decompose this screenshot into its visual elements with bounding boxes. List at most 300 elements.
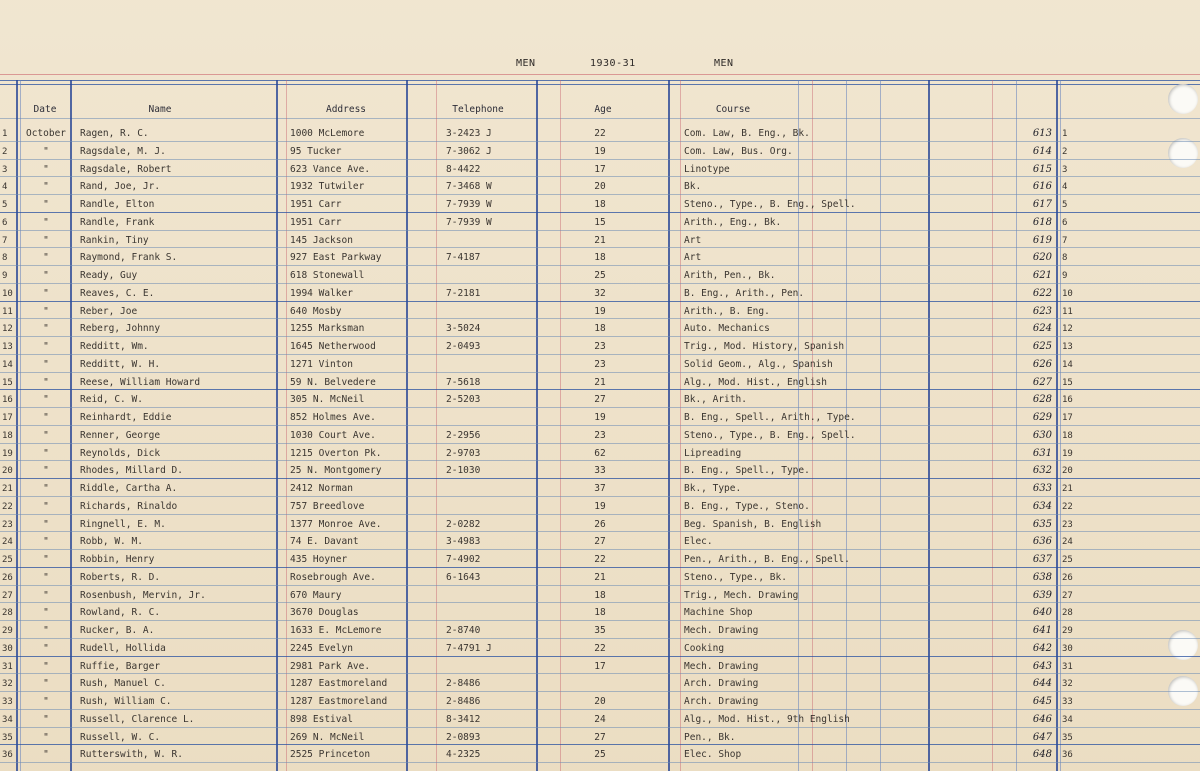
row-course: Steno., Type., B. Eng., Spell. [684, 429, 856, 441]
row-telephone: 8-4422 [446, 163, 481, 175]
row-age: 17 [594, 163, 606, 175]
row-number: 29 [2, 626, 13, 636]
row-reference: 616 [1032, 181, 1052, 193]
row-right-number: 23 [1062, 519, 1073, 530]
row-name: Rush, Manuel C. [80, 678, 166, 690]
row-age: 20 [594, 181, 606, 193]
row-address: 59 N. Belvedere [290, 376, 376, 388]
row-right-number: 8 [1062, 253, 1068, 264]
row-course: Beg. Spanish, B. English [684, 518, 822, 530]
row-right-number: 32 [1062, 679, 1073, 690]
row-address: 1287 Eastmoreland [290, 696, 388, 707]
row-age: 24 [594, 713, 606, 725]
row-right-number: 24 [1062, 537, 1073, 548]
row-reference: 640 [1032, 607, 1052, 619]
row-number: 31 [2, 661, 13, 672]
row-telephone: 2-1030 [446, 465, 481, 477]
column-date: Date [33, 104, 57, 115]
row-date: " [43, 483, 49, 494]
row-age: 19 [594, 145, 606, 157]
row-name: Russell, Clarence L. [80, 713, 195, 725]
row-number: 23 [2, 519, 13, 530]
row-date: " [43, 429, 49, 441]
row-reference: 638 [1032, 571, 1052, 583]
row-date: " [43, 678, 49, 690]
row-date: " [43, 305, 49, 317]
row-address: 1951 Carr [290, 216, 342, 228]
table-row [0, 124, 1200, 142]
row-name: Reberg, Johnny [80, 323, 161, 335]
row-right-number: 5 [1062, 200, 1068, 210]
row-number: 11 [2, 306, 13, 317]
row-reference: 615 [1032, 163, 1052, 175]
row-date: " [43, 625, 49, 636]
table-row [0, 319, 1200, 337]
row-right-number: 6 [1062, 217, 1068, 228]
row-address: 305 N. McNeil [290, 394, 365, 406]
row-right-number: 11 [1062, 306, 1073, 317]
row-name: Riddle, Cartha A. [80, 483, 178, 494]
row-address: 2525 Princeton [290, 749, 371, 761]
row-reference: 619 [1032, 234, 1052, 246]
row-name: Rucker, B. A. [80, 625, 155, 636]
row-date: " [43, 376, 49, 388]
row-address: 25 N. Montgomery [290, 465, 382, 477]
row-right-number: 21 [1062, 484, 1073, 494]
row-name: Redditt, Wm. [80, 341, 149, 352]
row-name: Rosenbush, Mervin, Jr. [80, 589, 206, 601]
row-address: 95 Tucker [290, 145, 342, 157]
table-row [0, 231, 1200, 249]
row-course: Linotype [684, 163, 730, 175]
row-telephone: 2-0893 [446, 731, 481, 743]
row-reference: 645 [1032, 696, 1052, 707]
row-course: Bk., Arith. [684, 394, 747, 406]
row-date: " [43, 536, 49, 548]
row-course: B. Eng., Spell., Type. [684, 465, 810, 477]
table-row [0, 302, 1200, 320]
row-telephone: 7-4187 [446, 252, 481, 264]
row-age: 22 [594, 642, 606, 654]
row-number: 30 [2, 643, 13, 654]
row-number: 34 [2, 714, 13, 725]
row-address: 1287 Eastmoreland [290, 678, 388, 690]
row-date: " [43, 412, 49, 423]
row-name: Rowland, R. C. [80, 607, 161, 619]
row-date: " [43, 607, 49, 619]
row-reference: 621 [1032, 270, 1052, 281]
row-name: Ragsdale, M. J. [80, 145, 166, 157]
row-address: 1951 Carr [290, 199, 342, 210]
row-right-number: 19 [1062, 448, 1073, 459]
row-address: 2981 Park Ave. [290, 660, 371, 672]
row-right-number: 31 [1062, 661, 1073, 672]
row-right-number: 20 [1062, 466, 1073, 477]
row-telephone: 7-3062 J [446, 145, 492, 157]
table-row [0, 692, 1200, 710]
row-course: Solid Geom., Alg., Spanish [684, 358, 833, 370]
table-row [0, 657, 1200, 675]
table-row [0, 497, 1200, 515]
row-course: Machine Shop [684, 607, 753, 619]
row-right-number: 9 [1062, 271, 1068, 281]
row-reference: 636 [1032, 536, 1052, 548]
row-age: 33 [594, 465, 606, 477]
row-name: Rudell, Hollida [80, 642, 166, 654]
row-address: 640 Mosby [290, 305, 342, 317]
table-row [0, 355, 1200, 373]
table-row [0, 248, 1200, 266]
row-course: Com. Law, Bus. Org. [684, 145, 793, 157]
row-name: Reese, William Howard [80, 376, 201, 388]
row-right-number: 2 [1062, 146, 1068, 157]
row-age: 21 [594, 376, 606, 388]
table-row [0, 550, 1200, 568]
table-row [0, 213, 1200, 231]
row-telephone: 4-2325 [446, 749, 481, 761]
row-right-number: 16 [1062, 395, 1073, 406]
row-course: Arith., Eng., Bk. [684, 216, 782, 228]
row-right-number: 35 [1062, 732, 1073, 743]
row-age: 62 [594, 447, 606, 459]
column-name: Name [148, 104, 172, 115]
header-year: 1930-31 [590, 58, 636, 69]
row-course: Pen., Bk. [684, 731, 736, 743]
row-date: " [43, 323, 49, 335]
row-telephone: 7-2181 [446, 287, 481, 299]
row-number: 35 [2, 732, 13, 743]
row-telephone: 2-5203 [446, 394, 481, 406]
row-number: 25 [2, 555, 13, 565]
row-reference: 639 [1032, 589, 1052, 601]
row-number: 5 [2, 200, 8, 210]
row-right-number: 14 [1062, 359, 1073, 370]
table-row [0, 284, 1200, 302]
row-right-number: 4 [1062, 182, 1068, 193]
header-men-left: MEN [516, 58, 536, 69]
row-address: 74 E. Davant [290, 536, 359, 548]
row-name: Ready, Guy [80, 270, 138, 281]
row-age: 22 [594, 128, 606, 139]
row-right-number: 12 [1062, 324, 1073, 335]
row-reference: 641 [1032, 625, 1052, 636]
row-date: " [43, 234, 49, 246]
row-address: 3670 Douglas [290, 607, 359, 619]
row-name: Rush, William C. [80, 696, 172, 707]
row-reference: 620 [1032, 252, 1052, 264]
column-address: Address [325, 104, 367, 115]
row-address: 1030 Court Ave. [290, 429, 376, 441]
row-reference: 623 [1032, 305, 1052, 317]
row-telephone: 3-4983 [446, 536, 481, 548]
row-right-number: 18 [1062, 430, 1073, 441]
table-row [0, 426, 1200, 444]
row-number: 24 [2, 537, 13, 548]
row-date: " [43, 749, 49, 761]
row-telephone: 2-8486 [446, 696, 481, 707]
table-row [0, 728, 1200, 746]
table-row [0, 337, 1200, 355]
row-telephone: 2-8740 [446, 625, 481, 636]
row-reference: 618 [1032, 216, 1052, 228]
row-number: 10 [2, 288, 13, 299]
row-name: Ruffie, Barger [80, 660, 161, 672]
row-name: Robb, W. M. [80, 536, 143, 548]
row-age: 15 [594, 216, 606, 228]
row-address: 1633 E. McLemore [290, 625, 382, 636]
row-address: 2412 Norman [290, 483, 353, 494]
row-age: 22 [594, 554, 606, 565]
row-name: Ragsdale, Robert [80, 163, 172, 175]
row-reference: 626 [1032, 358, 1052, 370]
row-right-number: 36 [1062, 750, 1073, 761]
row-address: 927 East Parkway [290, 252, 382, 264]
row-telephone: 2-8486 [446, 678, 481, 690]
row-reference: 617 [1032, 199, 1052, 210]
row-number: 21 [2, 484, 13, 494]
row-name: Roberts, R. D. [80, 571, 161, 583]
row-course: B. Eng., Spell., Arith., Type. [684, 412, 856, 423]
row-right-number: 33 [1062, 697, 1073, 707]
row-date: " [43, 713, 49, 725]
row-date: " [43, 696, 49, 707]
row-telephone: 2-0493 [446, 341, 481, 352]
row-address: 145 Jackson [290, 234, 353, 246]
row-telephone: 8-3412 [446, 713, 481, 725]
row-number: 27 [2, 590, 13, 601]
row-telephone: 2-9703 [446, 447, 481, 459]
row-reference: 625 [1032, 341, 1052, 352]
row-age: 32 [594, 287, 606, 299]
row-reference: 647 [1032, 731, 1052, 743]
row-date: " [43, 571, 49, 583]
row-reference: 646 [1032, 713, 1052, 725]
row-name: Randle, Frank [80, 216, 155, 228]
row-number: 28 [2, 608, 13, 619]
row-right-number: 22 [1062, 501, 1073, 512]
table-row [0, 266, 1200, 284]
row-name: Rutterswith, W. R. [80, 749, 183, 761]
table-row [0, 621, 1200, 639]
table-row [0, 408, 1200, 426]
row-date: " [43, 500, 49, 512]
row-date: " [43, 341, 49, 352]
table-row [0, 639, 1200, 657]
row-course: Trig., Mod. History, Spanish [684, 341, 845, 352]
row-address: Rosebrough Ave. [290, 571, 376, 583]
row-date: " [43, 589, 49, 601]
row-name: Richards, Rinaldo [80, 500, 178, 512]
column-course: Course [715, 104, 751, 115]
row-right-number: 26 [1062, 572, 1073, 583]
row-name: Renner, George [80, 429, 161, 441]
row-date: " [43, 465, 49, 477]
row-date: " [43, 394, 49, 406]
row-address: 1271 Vinton [290, 358, 353, 370]
row-number: 12 [2, 324, 13, 335]
table-row [0, 390, 1200, 408]
row-reference: 648 [1032, 749, 1052, 761]
row-address: 1215 Overton Pk. [290, 447, 382, 459]
row-telephone: 7-4791 J [446, 642, 492, 654]
row-age: 19 [594, 305, 606, 317]
row-number: 36 [2, 750, 13, 761]
table-row [0, 745, 1200, 763]
row-name: Ringnell, E. M. [80, 518, 166, 530]
row-course: Arith, Pen., Bk. [684, 270, 776, 281]
row-age: 25 [594, 270, 606, 281]
row-reference: 630 [1032, 429, 1052, 441]
row-name: Reinhardt, Eddie [80, 412, 172, 423]
row-telephone: 2-0282 [446, 518, 481, 530]
row-date: " [43, 270, 49, 281]
punch-hole [1168, 84, 1198, 114]
row-reference: 642 [1032, 642, 1052, 654]
row-address: 435 Hoyner [290, 554, 348, 565]
row-telephone: 6-1643 [446, 571, 481, 583]
row-number: 13 [2, 342, 13, 352]
row-reference: 622 [1032, 287, 1052, 299]
row-course: B. Eng., Type., Steno. [684, 500, 810, 512]
row-name: Robbin, Henry [80, 554, 155, 565]
row-telephone: 3-2423 J [446, 128, 492, 139]
row-reference: 628 [1032, 394, 1052, 406]
row-age: 18 [594, 199, 606, 210]
row-right-number: 28 [1062, 608, 1073, 619]
row-age: 23 [594, 358, 606, 370]
row-right-number: 13 [1062, 342, 1073, 352]
row-number: 2 [2, 146, 8, 157]
row-reference: 643 [1032, 660, 1052, 672]
row-number: 6 [2, 217, 8, 228]
row-number: 8 [2, 253, 8, 264]
row-date: " [43, 731, 49, 743]
row-date: " [43, 181, 49, 193]
row-date: " [43, 554, 49, 565]
row-name: Rhodes, Millard D. [80, 465, 183, 477]
row-reference: 633 [1032, 483, 1052, 494]
row-course: Com. Law, B. Eng., Bk. [684, 128, 810, 139]
row-course: Mech. Drawing [684, 660, 759, 672]
row-address: 2245 Evelyn [290, 642, 353, 654]
row-age: 18 [594, 607, 606, 619]
row-age: 27 [594, 536, 606, 548]
row-reference: 613 [1032, 128, 1052, 139]
row-telephone: 2-2956 [446, 429, 481, 441]
table-row [0, 479, 1200, 497]
row-reference: 634 [1032, 500, 1052, 512]
header-men-right: MEN [714, 58, 734, 69]
row-course: Alg., Mod. Hist., 9th English [684, 713, 850, 725]
row-reference: 637 [1032, 554, 1052, 565]
row-number: 9 [2, 271, 8, 281]
row-telephone: 7-3468 W [446, 181, 492, 193]
row-reference: 624 [1032, 323, 1052, 335]
table-row [0, 710, 1200, 728]
row-name: Reid, C. W. [80, 394, 143, 406]
row-address: 618 Stonewall [290, 270, 365, 281]
row-name: Reynolds, Dick [80, 447, 161, 459]
row-age: 18 [594, 252, 606, 264]
row-right-number: 34 [1062, 714, 1073, 725]
row-reference: 631 [1032, 447, 1052, 459]
row-age: 23 [594, 429, 606, 441]
table-row [0, 461, 1200, 479]
table-row [0, 142, 1200, 160]
row-date: " [43, 642, 49, 654]
row-right-number: 15 [1062, 377, 1073, 388]
row-course: Bk. [684, 181, 702, 193]
row-course: Steno., Type., Bk. [684, 571, 787, 583]
row-course: Art [684, 252, 702, 264]
row-address: 1994 Walker [290, 287, 353, 299]
row-number: 20 [2, 466, 13, 477]
row-name: Redditt, W. H. [80, 358, 161, 370]
row-address: 1255 Marksman [290, 323, 365, 335]
row-date: October [25, 128, 67, 139]
row-number: 19 [2, 448, 13, 459]
row-course: Alg., Mod. Hist., English [684, 376, 827, 388]
row-course: Arch. Drawing [684, 696, 759, 707]
row-name: Randle, Elton [80, 199, 155, 210]
table-row [0, 586, 1200, 604]
row-right-number: 3 [1062, 164, 1068, 175]
table-row [0, 444, 1200, 462]
table-row [0, 515, 1200, 533]
row-name: Raymond, Frank S. [80, 252, 178, 264]
row-right-number: 10 [1062, 288, 1073, 299]
row-age: 20 [594, 696, 606, 707]
row-age: 27 [594, 731, 606, 743]
row-number: 14 [2, 359, 13, 370]
row-date: " [43, 163, 49, 175]
row-age: 19 [594, 412, 606, 423]
row-telephone: 7-7939 W [446, 199, 492, 210]
row-date: " [43, 447, 49, 459]
row-number: 18 [2, 430, 13, 441]
row-name: Rankin, Tiny [80, 234, 149, 246]
row-address: 898 Estival [290, 713, 353, 725]
table-row [0, 160, 1200, 178]
row-age: 17 [594, 660, 606, 672]
row-reference: 644 [1032, 678, 1052, 690]
row-reference: 632 [1032, 465, 1052, 477]
row-age: 21 [594, 571, 606, 583]
row-date: " [43, 199, 49, 210]
row-course: Elec. [684, 536, 713, 548]
row-telephone: 7-4902 [446, 554, 481, 565]
row-address: 1645 Netherwood [290, 341, 376, 352]
row-number: 26 [2, 572, 13, 583]
row-right-number: 17 [1062, 413, 1073, 423]
row-course: Trig., Mech. Drawing [684, 589, 799, 601]
row-address: 670 Maury [290, 589, 342, 601]
row-course: Mech. Drawing [684, 625, 759, 636]
row-date: " [43, 287, 49, 299]
row-right-number: 30 [1062, 643, 1073, 654]
column-telephone: Telephone [452, 104, 504, 115]
row-address: 1000 McLemore [290, 128, 365, 139]
row-course: Art [684, 234, 702, 246]
row-number: 22 [2, 501, 13, 512]
row-right-number: 29 [1062, 626, 1073, 636]
row-age: 25 [594, 749, 606, 761]
row-reference: 627 [1032, 376, 1052, 388]
row-telephone: 3-5024 [446, 323, 481, 335]
table-row [0, 603, 1200, 621]
row-address: 1932 Tutwiler [290, 181, 365, 193]
row-address: 852 Holmes Ave. [290, 412, 376, 423]
